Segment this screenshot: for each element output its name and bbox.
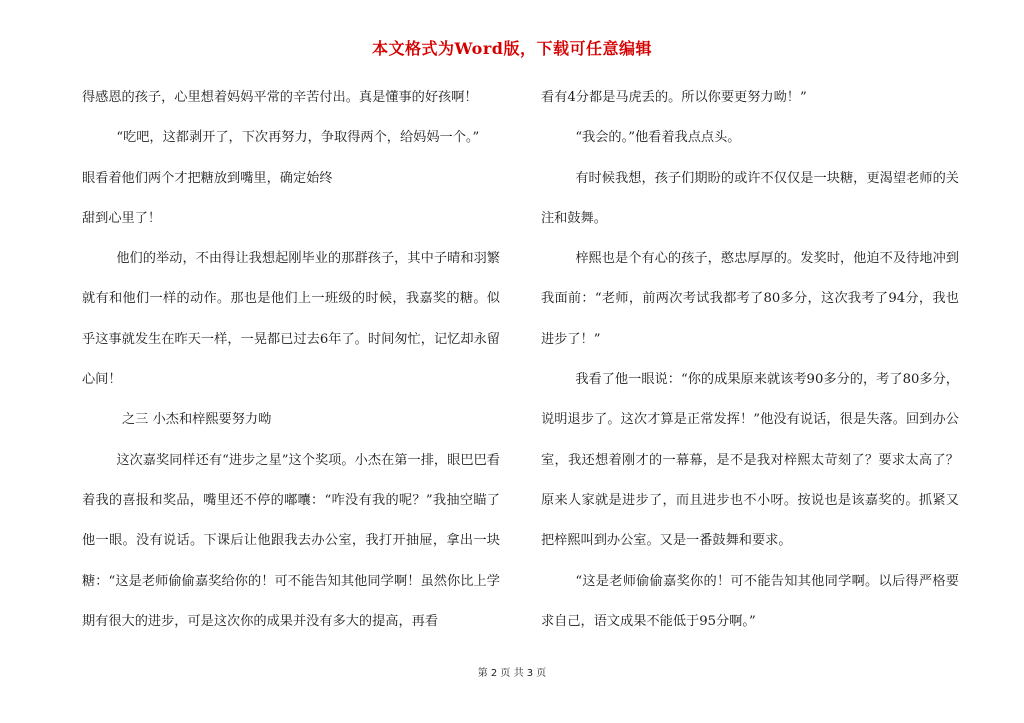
left-text-column — [82, 78, 500, 642]
section-subheading: 之三 小杰和梓熙要努力呦 — [122, 412, 272, 428]
paragraph: 他们的举动，不由得让我想起刚毕业的那群孩子，其中子晴和羽繁就有和他们一样的动作。那也是他们上一班级的时候，我嘉奖的糖。似乎这事就发生在昨天一样，一晃都已过去6年了。时间匆忙，记忆却永留心间！ — [82, 251, 500, 388]
paragraph: “吃吧，这都剥开了，下次再努力，争取得两个，给妈妈一个。” — [116, 130, 480, 146]
paragraph: 我看了他一眼说：“你的成果原来就该考90多分的，考了80多分，说明退步了。这次才算是正常发挥！”他没有说话，很是失落。回到办公室，我还想着刚才的一幕幕，是不是我对梓熙太苛刻了？要求太高了？原来人家就是进步了，而且进步也不小呀。按说也是该嘉奖的。抓紧又把梓熙叫到办公室。又是一番鼓舞和要求。 — [541, 372, 959, 549]
paragraph: 这次嘉奖同样还有“进步之星”这个奖项。小杰在第一排，眼巴巴看着我的喜报和奖品，嘴里还不停的嘟囔：“咋没有我的呢？”我抽空瞄了他一眼。没有说话。下课后让他跟我去办公室，我打开抽屉，拿出一块糖：“这是老师偷偷嘉奖给你的！可不能告知其他同学啊！虽然你比上学期有很大的进步，可是这次你的成果并没有多大的提高，再看 — [82, 452, 500, 629]
document-banner: 本文格式为Word版，下载可任意编辑 — [372, 39, 652, 58]
paragraph: 看有4分都是马虎丢的。所以你要更努力呦！” — [541, 90, 807, 105]
paragraph: 甜到心里了！ — [82, 210, 162, 226]
paragraph: 有时候我想，孩子们期盼的或许不仅仅是一块糖，更渴望老师的关注和鼓舞。 — [541, 170, 959, 226]
paragraph: 眼看着他们两个才把糖放到嘴里，确定始终 — [82, 170, 333, 186]
page-number: 第 2 页 共 3 页 — [477, 668, 547, 679]
paragraph: 得感恩的孩子，心里想着妈妈平常的辛苦付出。真是懂事的好孩啊！ — [82, 90, 478, 105]
paragraph: “我会的。”他看着我点点头。 — [575, 130, 741, 146]
paragraph: 梓熙也是个有心的孩子，憨忠厚厚的。发奖时，他迫不及待地冲到我面前：“老师，前两次考试我都考了80多分，这次我考了94分，我也进步了！” — [541, 251, 959, 347]
paragraph: “这是老师偷偷嘉奖你的！可不能告知其他同学啊。以后得严格要求自己，语文成果不能低于95分啊。” — [541, 573, 959, 629]
right-text-column — [541, 78, 959, 642]
